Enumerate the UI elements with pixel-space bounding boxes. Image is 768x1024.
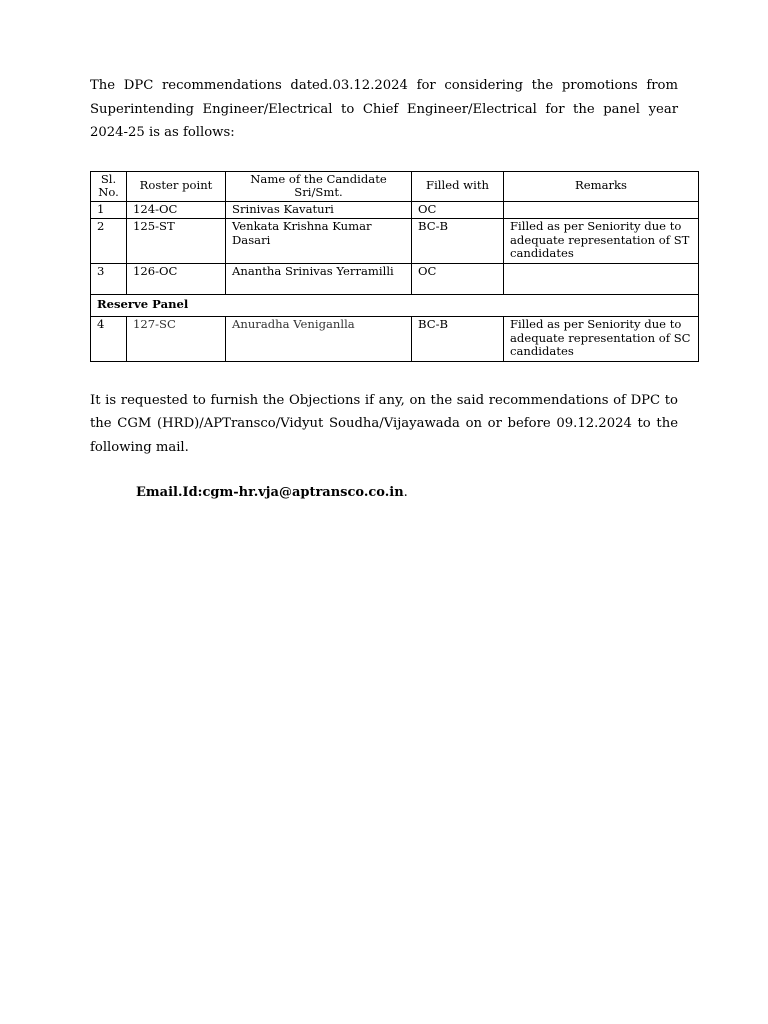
table-row bbox=[91, 263, 699, 294]
cell-roster: 126-OC bbox=[127, 263, 226, 294]
cell-name: Venkata Krishna Kumar Dasari bbox=[226, 219, 412, 264]
email-line bbox=[136, 485, 678, 500]
cell-filled: BC-B bbox=[412, 219, 504, 264]
document-page bbox=[90, 74, 691, 500]
header-sl-no bbox=[91, 171, 127, 201]
table-row bbox=[91, 201, 699, 219]
cell-roster: 127-SC bbox=[127, 317, 226, 362]
header-candidate-name-line2: Sri/Smt. bbox=[294, 185, 343, 199]
table-row bbox=[91, 219, 699, 264]
cell-remarks bbox=[504, 263, 699, 294]
table-header-row bbox=[91, 171, 699, 201]
header-filled-with: Filled with bbox=[412, 171, 504, 201]
intro-paragraph: The DPC recommendations dated.03.12.2024 for considering the promotions from Superintending Engineer/Electrical to Chief Engineer/Electrical for the panel year 2024-25 is as follows: bbox=[90, 78, 678, 140]
cell-filled: OC bbox=[412, 263, 504, 294]
header-remarks: Remarks bbox=[504, 171, 699, 201]
email-address: cgm-hr.vja@aptransco.co.in bbox=[202, 485, 404, 500]
request-paragraph: It is requested to furnish the Objections if any, on the said recommendations of DPC to the CGM (HRD)/APTransco/Vidyut Soudha/Vijayawada on or before 09.12.2024 to the following mail. bbox=[90, 392, 678, 455]
email-end: . bbox=[403, 485, 408, 500]
cell-filled: BC-B bbox=[412, 317, 504, 362]
cell-sl: 2 bbox=[91, 219, 127, 264]
header-sl-no-line1: Sl. bbox=[100, 171, 117, 186]
cell-roster: 125-ST bbox=[127, 219, 226, 264]
cell-name: Srinivas Kavaturi bbox=[226, 201, 412, 219]
cell-sl: 3 bbox=[91, 263, 127, 294]
header-sl-no-line2: No. bbox=[98, 185, 119, 199]
cell-name: Anantha Srinivas Yerramilli bbox=[226, 263, 412, 294]
cell-remarks: Filled as per Seniority due to adequate representation of ST candidates bbox=[504, 219, 699, 264]
cell-roster: 124-OC bbox=[127, 201, 226, 219]
cell-name: Anuradha Veniganlla bbox=[226, 317, 412, 362]
header-candidate-name-line1: Name of the Candidate bbox=[250, 171, 387, 186]
cell-filled: OC bbox=[412, 201, 504, 219]
cell-sl: 4 bbox=[91, 317, 127, 362]
cell-remarks: Filled as per Seniority due to adequate representation of SC candidates bbox=[504, 317, 699, 362]
header-candidate-name bbox=[226, 171, 412, 201]
cell-remarks bbox=[504, 201, 699, 219]
cell-sl: 1 bbox=[91, 201, 127, 219]
reserve-panel-row bbox=[91, 294, 699, 317]
reserve-panel-label: Reserve Panel bbox=[91, 294, 699, 317]
dpc-recommendation-table bbox=[90, 171, 699, 362]
header-roster-point: Roster point bbox=[127, 171, 226, 201]
email-label: Email.Id: bbox=[136, 485, 203, 500]
table-row bbox=[91, 317, 699, 362]
